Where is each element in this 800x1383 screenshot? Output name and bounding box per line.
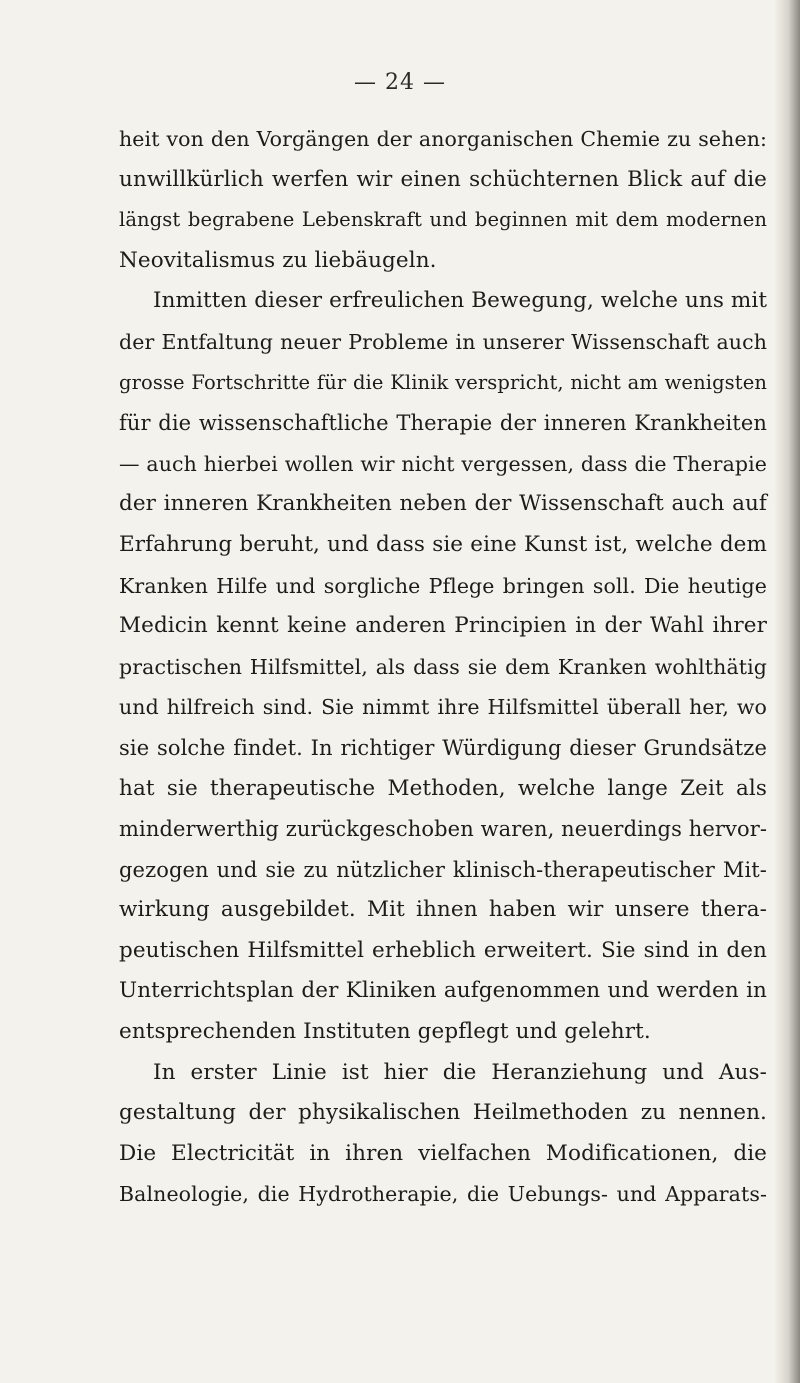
text-line: — auch hierbei wollen wir nicht vergessen, dass die Therapie: [119, 451, 767, 476]
page-number: — 24 —: [354, 70, 446, 95]
body-text: [119, 119, 767, 1215]
text-line: Medicin kennt keine anderen Principien in der Wahl ihrer: [119, 613, 767, 639]
text-line: Kranken Hilfe und sorgliche Pflege bringen soll. Die heutige: [119, 573, 767, 598]
text-line: der inneren Krankheiten neben der Wissenschaft auch auf: [119, 491, 767, 517]
text-line: minderwerthig zurückgeschoben waren, neuerdings hervor-: [119, 817, 768, 842]
text-line: der Entfaltung neuer Probleme in unserer Wissenschaft auch: [119, 329, 767, 354]
text-line: Neovitalismus zu liebäugeln.: [119, 247, 437, 273]
text-line: Balneologie, die Hydrotherapie, die Uebungs- und Apparats-: [119, 1182, 767, 1207]
text-line: peutischen Hilfsmittel erheblich erweitert. Sie sind in den: [119, 937, 767, 963]
text-line: und hilfreich sind. Sie nimmt ihre Hilfsmittel überall her, wo: [119, 695, 767, 720]
text-line: hat sie therapeutische Methoden, welche lange Zeit als: [119, 775, 767, 801]
text-line: für die wissenschaftliche Therapie der inneren Krankheiten: [119, 411, 767, 436]
text-line: sie solche findet. In richtiger Würdigung dieser Grundsätze: [119, 735, 767, 760]
text-line: wirkung ausgebildet. Mit ihnen haben wir unsere thera-: [119, 897, 767, 923]
text-line: längst begrabene Lebenskraft und beginnen mit dem modernen: [119, 208, 767, 232]
text-line: gezogen und sie zu nützlicher klinisch-therapeutischer Mit-: [119, 857, 767, 882]
text-line: Die Electricität in ihren vielfachen Modificationen, die: [119, 1140, 767, 1166]
text-line: In erster Linie ist hier die Heranziehung und Aus-: [153, 1059, 767, 1085]
text-line: unwillkürlich werfen wir einen schüchternen Blick auf die: [119, 166, 767, 192]
text-line: heit von den Vorgängen der anorganischen Chemie zu sehen:: [119, 127, 767, 151]
text-line: Unterrichtsplan der Kliniken aufgenommen und werden in: [119, 978, 767, 1004]
page-edge-shadow: [774, 0, 800, 1383]
text-line: practischen Hilfsmittel, als dass sie dem Kranken wohlthätig: [119, 654, 767, 679]
text-line: Erfahrung beruht, und dass sie eine Kunst ist, welche dem: [119, 531, 767, 557]
text-line: gestaltung der physikalischen Heilmethoden zu nennen.: [119, 1100, 767, 1126]
text-line: Inmitten dieser erfreulichen Bewegung, welche uns mit: [153, 288, 768, 314]
text-line: entsprechenden Instituten gepflegt und gelehrt.: [119, 1019, 651, 1045]
text-line: grosse Fortschritte für die Klinik verspricht, nicht am wenigsten: [119, 370, 767, 394]
